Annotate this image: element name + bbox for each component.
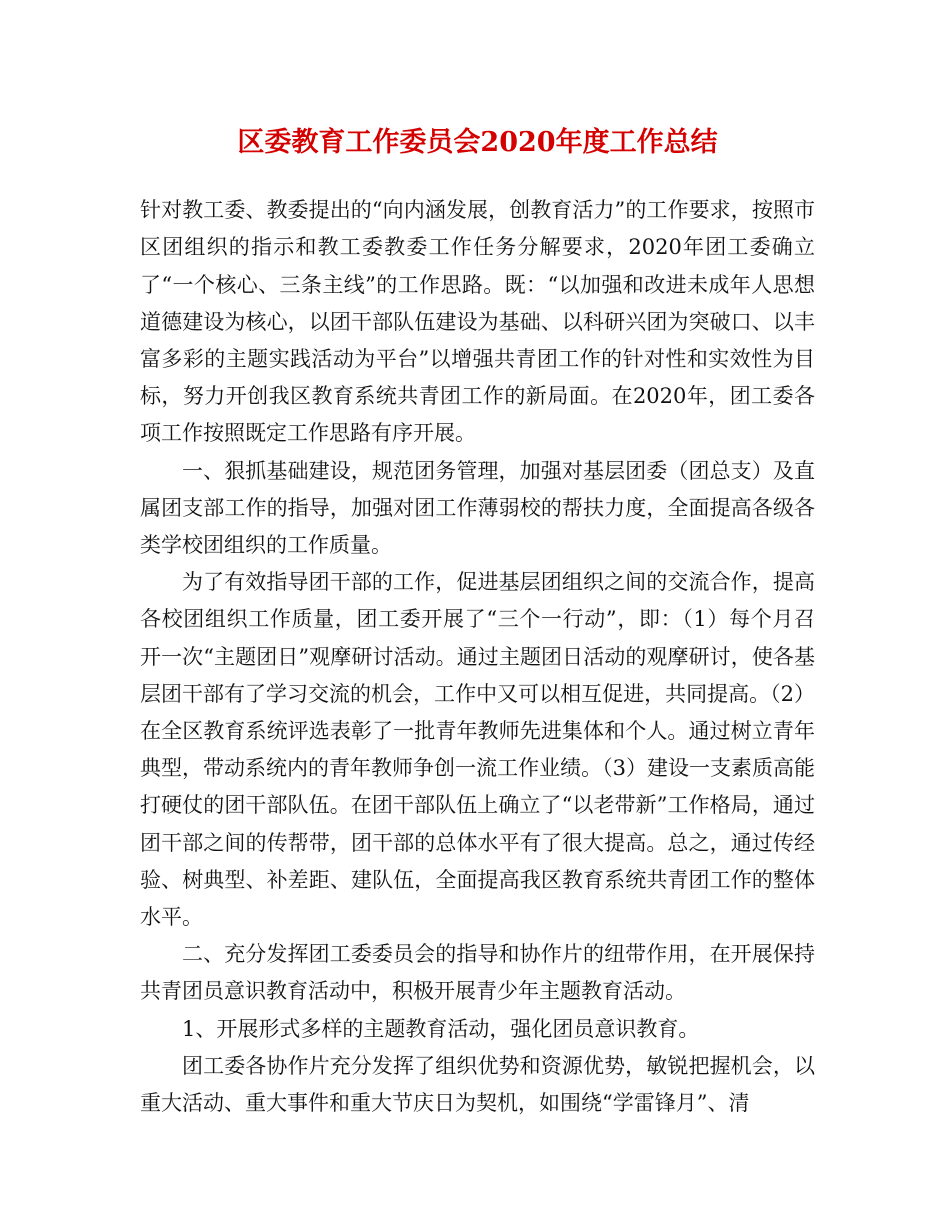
- paragraph-section-1-heading: 一、狠抓基础建设，规范团务管理，加强对基层团委（团总支）及直属团支部工作的指导，加强对团工作薄弱校的帮扶力度，全面提高各级各类学校团组织的工作质量。: [140, 458, 815, 557]
- document-title: 区委教育工作委员会2020年度工作总结: [237, 127, 718, 158]
- paragraph-subsection-1-heading: 1、开展形式多样的主题教育活动，强化团员意识教育。: [182, 1016, 700, 1041]
- paragraph-intro: 针对教工委、教委提出的“向内涵发展，创教育活力”的工作要求，按照市区团组织的指示和教工委教委工作任务分解要求，2020年团工委确立了“一个核心、三条主线”的工作思路。既：“以加强和改进未成年人思想道德建设为核心，以团干部队伍建设为基础、以科研兴团为突破口、以丰富多彩的主题实践活动为平台”以增强共青团工作的针对性和实效性为目标，努力开创我区教育系统共青团工作的新局面。在2020年，团工委各项工作按照既定工作思路有序开展。: [140, 198, 815, 446]
- paragraph-section-1-body: 为了有效指导团干部的工作，促进基层团组织之间的交流合作，提高各校团组织工作质量，团工委开展了“三个一行动”，即：（1）每个月召开一次“主题团日”观摩研讨活动。通过主题团日活动的观摩研讨，使各基层团干部有了学习交流的机会，工作中又可以相互促进，共同提高。（2）在全区教育系统评选表彰了一批青年教师先进集体和个人。通过树立青年典型，带动系统内的青年教师争创一流工作业绩。（3）建设一支素质高能打硬仗的团干部队伍。在团干部队伍上确立了“以老带新”工作格局，通过团干部之间的传帮带，团干部的总体水平有了很大提高。总之，通过传经验、树典型、补差距、建队伍，全面提高我区教育系统共青团工作的整体水平。: [140, 570, 815, 929]
- document-page: [140, 125, 815, 1122]
- paragraph-subsection-1-body: 团工委各协作片充分发挥了组织优势和资源优势，敏锐把握机会，以重大活动、重大事件和重大节庆日为契机，如围绕“学雷锋月”、清: [140, 1053, 815, 1115]
- paragraph-section-2-heading: 二、充分发挥团工委委员会的指导和协作片的纽带作用，在开展保持共青团员意识教育活动中，积极开展青少年主题教育活动。: [140, 942, 815, 1004]
